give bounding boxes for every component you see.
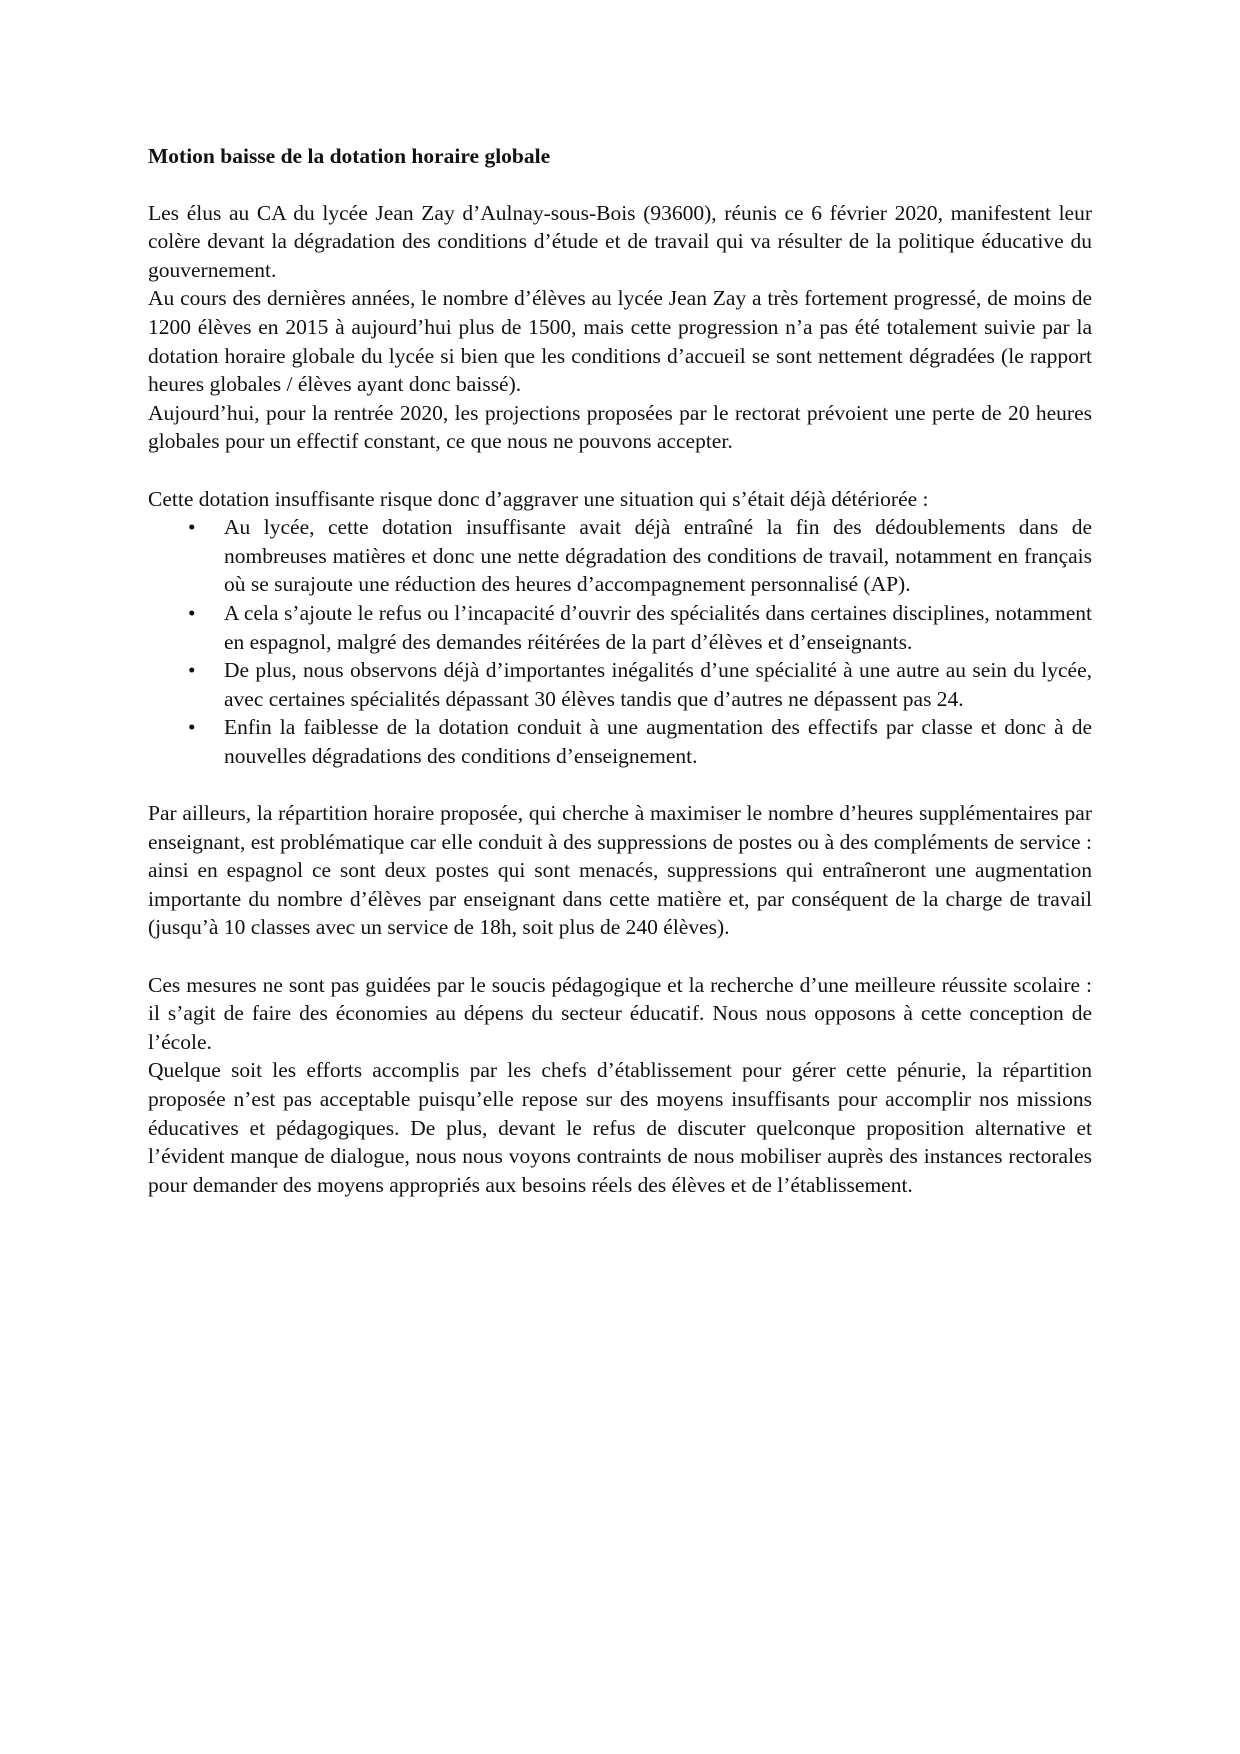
- list-item: [188, 656, 1092, 713]
- repartition-paragraph: Par ailleurs, la répartition horaire proposée, qui cherche à maximiser le nombre d’heures supplémentaires par enseignant, est problématique car elle conduit à des suppressions de postes ou à des compléments de service : ainsi en espagnol ce sont deux postes qui sont menacés, suppressions qui entraîneront une augmentation importante du nombre d’élèves par enseignant dans cette matière et, par conséquent de la charge de travail (jusqu’à 10 classes avec un service de 18h, soit plus de 240 élèves).: [148, 801, 1092, 940]
- bullet-icon: •: [188, 600, 196, 625]
- list-intro: Cette dotation insuffisante risque donc d’aggraver une situation qui s’était déjà détériorée :: [148, 486, 929, 511]
- list-item: [188, 713, 1092, 770]
- spacer: [148, 770, 1092, 799]
- list-item-text: Au lycée, cette dotation insuffisante avait déjà entraîné la fin des dédoublements dans de nombreuses matières et donc une nette dégradation des conditions de travail, notamment en français où se surajoute une réduction des heures d’accompagnement personnalisé (AP).: [224, 515, 1092, 597]
- spacer: [148, 942, 1092, 971]
- bullet-icon: •: [188, 658, 196, 683]
- list-item: [188, 599, 1092, 656]
- document-page: [148, 142, 1092, 1199]
- list-item-text: Enfin la faiblesse de la dotation conduit à une augmentation des effectifs par classe et donc à de nouvelles dégradations des conditions d’enseignement.: [224, 715, 1092, 768]
- spacer: [148, 456, 1092, 485]
- list-item-text: A cela s’ajoute le refus ou l’incapacité d’ouvrir des spécialités dans certaines disciplines, notamment en espagnol, malgré des demandes réitérées de la part d’élèves et d’enseignants.: [224, 600, 1092, 654]
- intro-paragraph-3: Aujourd’hui, pour la rentrée 2020, les projections proposées par le rectorat prévoient une perte de 20 heures globales pour un effectif constant, ce que nous ne pouvons accepter.: [148, 400, 1092, 454]
- list-item-text: De plus, nous observons déjà d’importantes inégalités d’une spécialité à une autre au sein du lycée, avec certaines spécialités dépassant 30 élèves tandis que d’autres ne dépassent pas 24.: [224, 658, 1092, 711]
- bullet-list: [148, 513, 1092, 770]
- closing-paragraph-1: Ces mesures ne sont pas guidées par le soucis pédagogique et la recherche d’une meilleure réussite scolaire : il s’agit de faire des économies au dépens du secteur éducatif. Nous nous opposons à cette conception de l’école.: [148, 972, 1092, 1054]
- intro-paragraph-1: Les élus au CA du lycée Jean Zay d’Aulnay-sous-Bois (93600), réunis ce 6 février 2020, manifestent leur colère devant la dégradation des conditions d’étude et de travail qui va résulter de la politique éducative du gouvernement.: [148, 200, 1092, 282]
- intro-paragraph-2: Au cours des dernières années, le nombre d’élèves au lycée Jean Zay a très fortement progressé, de moins de 1200 élèves en 2015 à aujourd’hui plus de 1500, mais cette progression n’a pas été totalement suivie par la dotation horaire globale du lycée si bien que les conditions d’accueil se sont nettement dégradées (le rapport heures globales / élèves ayant donc baissé).: [148, 286, 1092, 397]
- closing-paragraph-2: Quelque soit les efforts accomplis par les chefs d’établissement pour gérer cette pénurie, la répartition proposée n’est pas acceptable puisqu’elle repose sur des moyens insuffisants pour accomplir nos missions éducatives et pédagogiques. De plus, devant le refus de discuter quelconque proposition alternative et l’évident manque de dialogue, nous nous voyons contraints de nous mobiliser auprès des instances rectorales pour demander des moyens appropriés aux besoins réels des élèves et de l’établissement.: [148, 1058, 1092, 1197]
- bullet-icon: •: [188, 515, 196, 540]
- bullet-icon: •: [188, 715, 196, 740]
- document-title: Motion baisse de la dotation horaire globale: [148, 144, 551, 168]
- list-item: [188, 513, 1092, 599]
